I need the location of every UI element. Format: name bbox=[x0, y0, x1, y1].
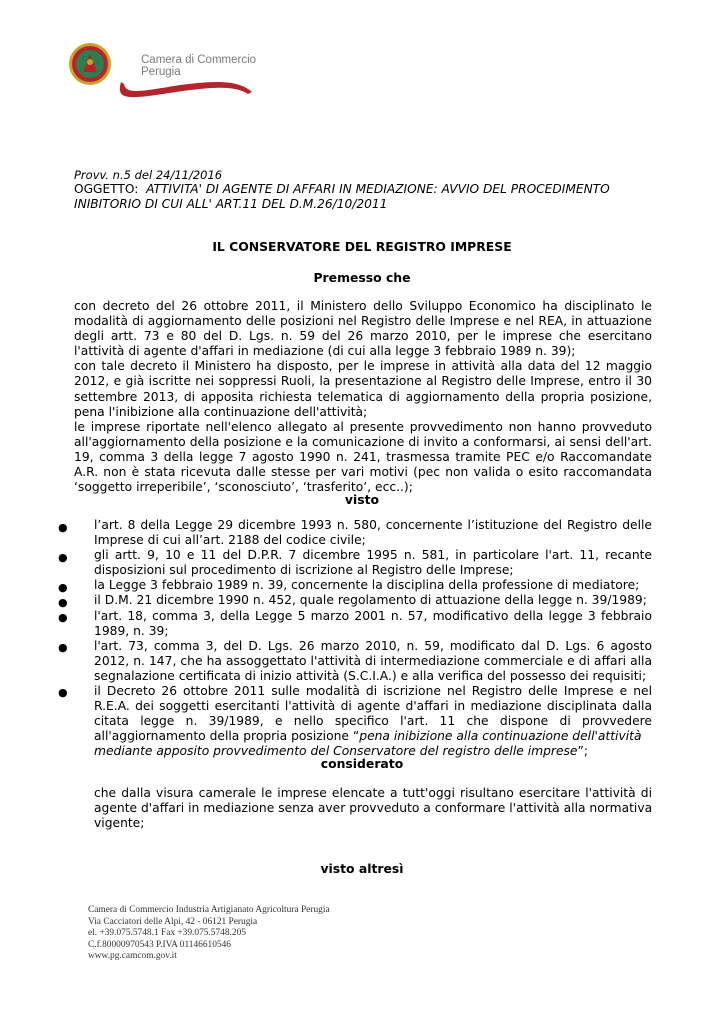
considerato-heading: considerato bbox=[320, 756, 404, 771]
text-line bbox=[94, 729, 652, 744]
text-line: citata legge n. 39/1989, e nello specifico l'art. 11 che dispone di provvedere bbox=[94, 714, 652, 729]
text-span: pena inibizione alla continuazione dell'attività bbox=[359, 729, 642, 744]
footer-line: Camera di Commercio Industria Artigianato Agricoltura Perugia bbox=[88, 905, 330, 915]
logo-line-2: Perugia bbox=[141, 66, 181, 78]
text-line: l'art. 73, comma 3, del D. Lgs. 26 marzo 2010, n. 59, modificato dal D. Lgs. 6 agosto bbox=[94, 638, 652, 653]
text-line: A.R. non è stata ricevuta dalle stesse per vari motivi (pec non valida o esito raccomandata bbox=[74, 465, 652, 480]
text-line: R.E.A. dei soggetti esercitanti l'attività di agente d'affari in mediazione disciplinata dalla bbox=[94, 699, 652, 714]
text-line: 2012, n. 147, che ha assoggettato l'attività di intermediazione commerciale e di affari alla bbox=[94, 653, 652, 668]
document-title: IL CONSERVATORE DEL REGISTRO IMPRESE bbox=[212, 239, 512, 254]
list-item bbox=[94, 639, 652, 684]
oggetto-text-2: INIBITORIO DI CUI ALL' ART.11 DEL D.M.26/10/2011 bbox=[74, 197, 388, 211]
text-line: degli artt. 73 e 80 del D. Lgs. n. 59 del 26 marzo 2010, per le imprese che esercitano bbox=[74, 329, 652, 344]
oggetto-text-1: ATTIVITA' DI AGENTE DI AFFARI IN MEDIAZIONE: AVVIO DEL PROCEDIMENTO bbox=[146, 182, 610, 196]
text-line: segnalazione certificata di inizio attività (S.C.I.A.) e alla verifica del possesso dei requisiti; bbox=[94, 668, 647, 683]
list-item bbox=[94, 684, 652, 759]
text-line: settembre 2013, di apposita richiesta telematica di aggiornamento della propria posizione, bbox=[74, 389, 652, 404]
seal-icon bbox=[69, 43, 111, 85]
list-item bbox=[94, 518, 652, 548]
list-item bbox=[94, 548, 652, 578]
logo-wordmark bbox=[141, 54, 256, 78]
text-span: mediante apposito provvedimento del Conservatore del registro delle imprese bbox=[94, 744, 578, 759]
logo-swoosh bbox=[120, 82, 252, 97]
text-line: Imprese di cui all’art. 2188 del codice civile; bbox=[94, 533, 366, 548]
text-line: ‘soggetto irreperibile’, ‘sconosciuto’, ‘trasferito’, ecc..); bbox=[74, 480, 413, 495]
text-line: pena l'inibizione alla continuazione dell'attività; bbox=[74, 404, 368, 419]
text-line: 2012, e già iscritte nei soppressi Ruoli, la presentazione al Registro delle Imprese, entro il 30 bbox=[74, 374, 652, 389]
text-line: che dalla visura camerale le imprese elencate a tutt'oggi risultano esercitare l'attività di bbox=[94, 786, 652, 800]
visto-list bbox=[94, 518, 652, 760]
text-line: la Legge 3 febbraio 1989 n. 39, concernente la disciplina della professione di mediatore; bbox=[94, 578, 640, 593]
oggetto-label: OGGETTO: bbox=[74, 182, 139, 196]
text-line: 19, comma 3 della legge 7 agosto 1990 n. 241, trasmessa tramite PEC e/o Raccomandate bbox=[74, 449, 652, 464]
text-line: all'aggiornamento della posizione e la comunicazione di invito a conformarsi, ai sensi dell'art. bbox=[74, 434, 652, 449]
text-line: disposizioni sul procedimento di iscrizione al Registro delle Imprese; bbox=[94, 563, 514, 578]
list-item bbox=[94, 609, 652, 639]
considerato-body bbox=[94, 786, 652, 831]
footer-line: el. +39.075.5748.1 Fax +39.075.5748.205 bbox=[88, 928, 246, 939]
text-line: l'art. 18, comma 3, della Legge 5 marzo 2001 n. 57, modificativo della legge 3 febbraio bbox=[94, 608, 652, 623]
provvedimento-ref: Provv. n.5 del 24/11/2016 bbox=[74, 168, 223, 182]
list-item bbox=[94, 578, 652, 593]
oggetto-line-1 bbox=[74, 182, 610, 197]
bullet-icon: ● bbox=[58, 596, 68, 609]
text-line: 1989, n. 39; bbox=[94, 623, 169, 638]
text-line: modalità di aggiornamento delle posizioni nel Registro delle Imprese e nel REA, in attuazione bbox=[74, 314, 652, 329]
footer-address bbox=[88, 905, 330, 963]
text-line: il Decreto 26 ottobre 2011 sulle modalità di iscrizione nel Registro delle Imprese e nel bbox=[94, 684, 652, 699]
footer-website-link[interactable]: www.pg.camcom.gov.it bbox=[88, 951, 177, 962]
bullet-icon: ● bbox=[58, 611, 68, 624]
text-line: il D.M. 21 dicembre 1990 n. 452, quale regolamento di attuazione della legge n. 39/1989; bbox=[94, 593, 647, 608]
bullet-icon: ● bbox=[58, 521, 68, 534]
visto-heading: visto bbox=[344, 492, 380, 507]
text-line: agente d'affari in mediazione senza aver provveduto a conformare l'attività alla normativa bbox=[94, 801, 653, 816]
list-item bbox=[94, 593, 652, 608]
bullet-icon: ● bbox=[58, 551, 68, 564]
text-line: con decreto del 26 ottobre 2011, il Ministero dello Sviluppo Economico ha disciplinato le bbox=[74, 299, 652, 313]
premesso-body bbox=[74, 299, 652, 495]
text-line: l'attività di agente d'affari in mediazione (di cui alla legge 3 febbraio 1989 n. 39); bbox=[74, 344, 576, 359]
text-line: le imprese riportate nell'elenco allegato al presente provvedimento non hanno provveduto bbox=[74, 419, 652, 434]
bullet-icon: ● bbox=[58, 641, 68, 654]
text-line: gli artt. 9, 10 e 11 del D.P.R. 7 dicembre 1995 n. 581, in particolare l'art. 11, recante bbox=[94, 548, 652, 563]
text-line: con tale decreto il Ministero ha disposto, per le imprese in attività alla data del 12 maggio bbox=[74, 359, 652, 374]
text-span: ”; bbox=[577, 744, 589, 759]
visto-altresi-heading: visto altresì bbox=[320, 861, 404, 876]
premesso-heading: Premesso che bbox=[313, 270, 411, 285]
text-line: vigente; bbox=[94, 816, 145, 831]
footer-line: Via Cacciatori delle Alpi, 42 - 06121 Perugia bbox=[88, 916, 258, 927]
text-span: all'aggiornamento della propria posizione “ bbox=[94, 729, 360, 744]
logo-line-1: Camera di Commercio bbox=[141, 54, 257, 66]
bullet-icon: ● bbox=[58, 581, 68, 594]
bullet-icon: ● bbox=[58, 686, 68, 699]
text-line: l’art. 8 della Legge 29 dicembre 1993 n. 580, concernente l’istituzione del Registro delle bbox=[94, 518, 652, 532]
footer-line: C.f.80000970543 P.IVA 01146610546 bbox=[88, 939, 231, 950]
